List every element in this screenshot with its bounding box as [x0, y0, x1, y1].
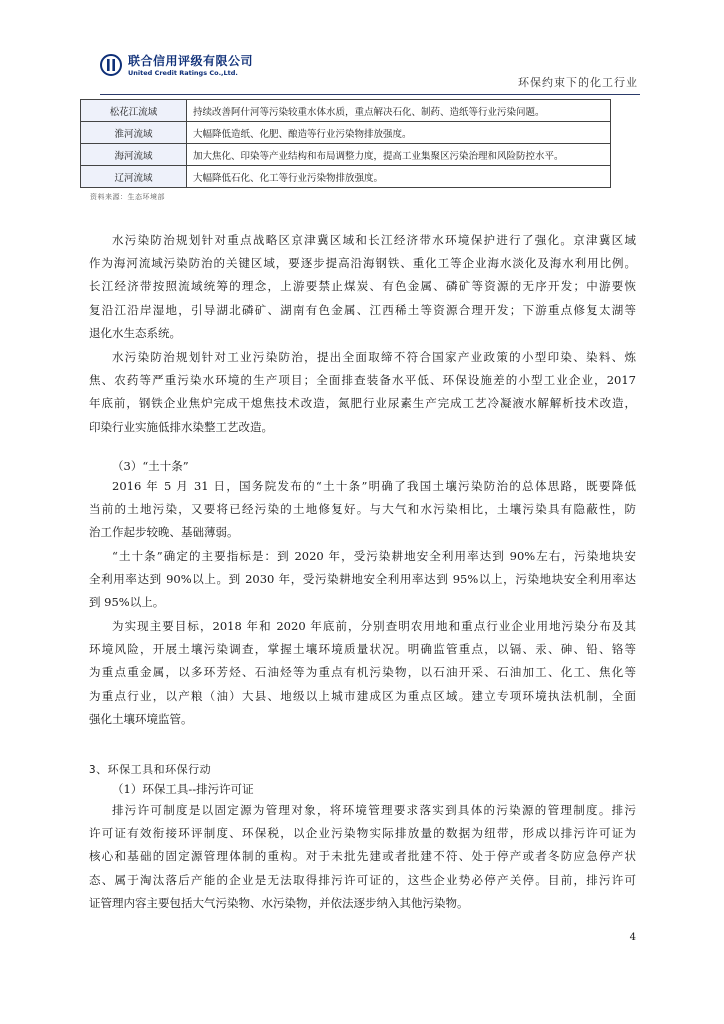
company-logo-icon: [100, 54, 122, 76]
text-line: 为重点行业，以产粮（油）大县、地级以上城市建成区为重点区域。建立专项环境执法机制，全面: [89, 688, 636, 703]
paragraph-discharge-permit: [89, 799, 636, 915]
text-line: 核心和基础的固定源管理体制的重构。对于未批先建或者批建不符、处于停产或者冬防应急停产状: [89, 849, 636, 864]
basin-measures: 加大焦化、印染等产业结构和布局调整力度，提高工业集聚区污染治理和风险防控水平。: [187, 144, 611, 166]
table-row: [81, 144, 611, 166]
paragraph-industrial-pollution: [89, 346, 636, 439]
text-line: 焦、农药等严重污染水环境的生产项目；全面排查装备水平低、环保设施差的小型工业企业，2017: [89, 373, 636, 388]
paragraph-soil-overview: [89, 475, 636, 545]
basin-name: 松花江流域: [81, 100, 187, 122]
text-line: 态、属于淘汰落后产能的企业是无法取得排污许可证的，这些企业势必停产关停。目前，排污许可: [89, 872, 636, 887]
text-line: 到 95%以上。: [89, 595, 165, 610]
header-divider: [100, 94, 640, 95]
basin-name: 海河流域: [81, 144, 187, 166]
text-line: 当前的土地污染，又要将已经污染的土地修复好。与大气和水污染相比，土壤污染具有隐蔽性，防: [89, 502, 636, 517]
logo-english-name: United Credit Ratings Co.,Ltd.: [128, 69, 238, 77]
section-heading-tools-actions: 3、环保工具和环保行动: [89, 763, 212, 776]
basin-name: 辽河流域: [81, 166, 187, 188]
text-line: 退化水生态系统。: [89, 325, 181, 340]
basin-measures: 大幅降低造纸、化肥、酿造等行业污染物排放强度。: [187, 122, 611, 144]
text-line: 长江经济带按照流域统筹的理念，上游要禁止煤炭、有色金属、磷矿等资源的无序开发；中游要恢: [89, 279, 636, 294]
text-line: 印染行业实施低排水染整工艺改造。: [89, 419, 273, 434]
paragraph-soil-measures: [89, 615, 636, 731]
text-line: 为重点重金属，以多环芳烃、石油烃等为重点有机污染物，以石油开采、石油加工、化工、焦化等: [89, 665, 636, 680]
text-line: 治工作起步较晚、基础薄弱。: [89, 525, 239, 540]
section-heading-discharge-permit: （1）环保工具--排污许可证: [112, 782, 254, 796]
page-number: 4: [629, 932, 636, 943]
river-basin-table: [80, 99, 611, 188]
text-line: 证管理内容主要包括大气污染物、水污染物，并依法逐步纳入其他污染物。: [89, 895, 469, 910]
text-line: 水污染防治规划针对重点战略区京津冀区域和长江经济带水环境保护进行了强化。京津冀区域: [112, 233, 636, 247]
text-line: 强化土壤环境监管。: [89, 711, 193, 726]
text-line: 2016 年 5 月 31 日，国务院发布的“土十条”明确了我国土壤污染防治的总体思路，既要降低: [112, 479, 636, 493]
paragraph-water-strategic-regions: [89, 229, 636, 345]
text-line: 环境风险，开展土壤污染调查，掌握土壤环境质量状况。明确监管重点，以镉、汞、砷、铅、铬等: [89, 642, 636, 657]
table-row: [81, 100, 611, 122]
text-line: 复沿江沿岸湿地，引导湖北磷矿、湖南有色金属、江西稀土等资源合理开发；下游重点修复太湖等: [89, 302, 636, 317]
text-line: 全利用率达到 90%以上。到 2030 年，受污染耕地安全利用率达到 95%以上，污染地块安全利用率达: [89, 572, 636, 587]
text-line: 水污染防治规划针对工业污染防治，提出全面取缔不符合国家产业政策的小型印染、染料、炼: [112, 350, 636, 364]
text-line: “土十条”确定的主要指标是：到 2020 年，受污染耕地安全利用率达到 90%左右，污染地块安: [112, 549, 636, 563]
logo-chinese-name: 联合信用评级有限公司: [128, 54, 254, 68]
section-heading-soil-ten: （3）“土十条”: [112, 459, 189, 473]
basin-name: 淮河流域: [81, 122, 187, 144]
table-source-note: 资料来源：生态环境部: [90, 193, 165, 201]
text-line: 排污许可制度是以固定源为管理对象，将环境管理要求落实到具体的污染源的管理制度。排污: [112, 803, 636, 817]
text-line: 为实现主要目标，2018 年和 2020 年底前，分别查明农用地和重点行业企业用地污染分布及其: [112, 619, 636, 633]
basin-measures: 持续改善阿什河等污染较重水体水质，重点解决石化、制药、造纸等行业污染问题。: [187, 100, 611, 122]
text-line: 作为海河流域污染防治的关键区域，要逐步提高沿海钢铁、重化工等企业海水淡化及海水利用比例。: [89, 256, 636, 271]
paragraph-soil-targets: [89, 545, 636, 615]
basin-measures: 大幅降低石化、化工等行业污染物排放强度。: [187, 166, 611, 188]
table-row: [81, 166, 611, 188]
table-row: [81, 122, 611, 144]
text-line: 许可证有效衔接环评制度、环保税，以企业污染物实际排放量的数据为纽带，形成以排污许可证为: [89, 826, 636, 841]
text-line: 年底前，钢铁企业焦炉完成干熄焦技术改造，氮肥行业尿素生产完成工艺冷凝液水解解析技术改造，: [89, 396, 636, 411]
report-title: 环保约束下的化工行业: [518, 76, 638, 89]
page-header: [100, 48, 640, 94]
